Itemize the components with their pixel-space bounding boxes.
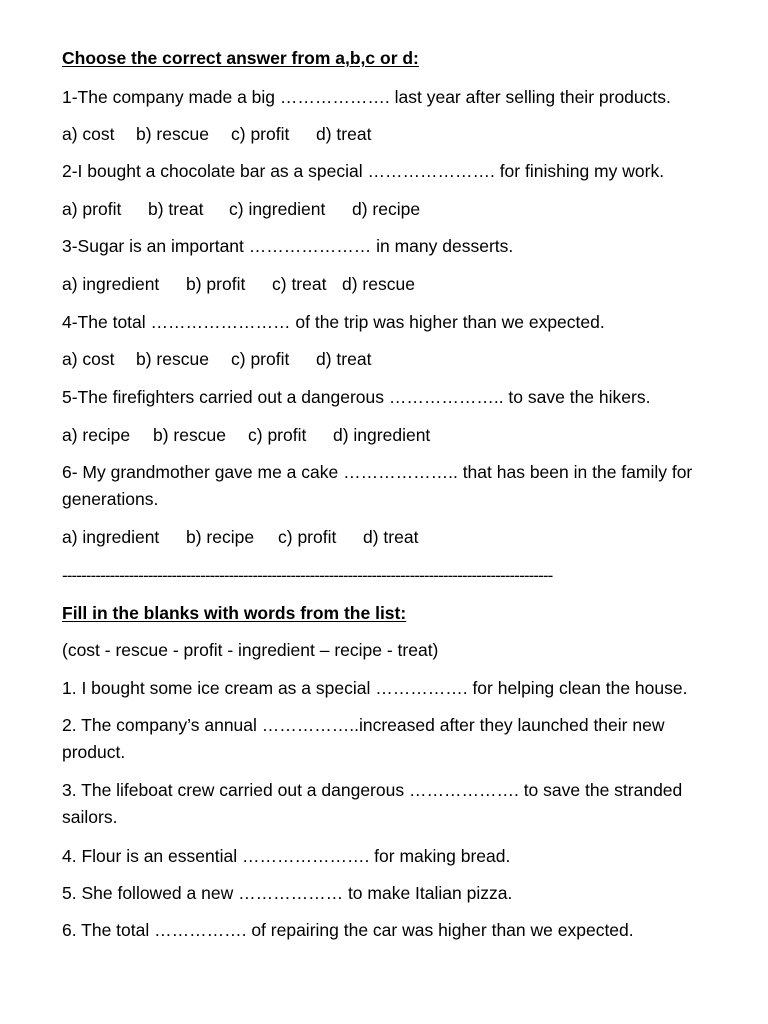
- option-d: d) treat: [316, 349, 372, 369]
- question-1: 1-The company made a big ………………. last year after selling their products.: [62, 87, 671, 107]
- option-c: c) ingredient: [229, 199, 326, 219]
- fill-sentence-4: 4. Flour is an essential …………………. for making bread.: [62, 846, 511, 866]
- option-a: a) recipe: [62, 425, 131, 445]
- option-d: d) treat: [316, 124, 372, 144]
- option-b: b) rescue: [136, 124, 209, 144]
- section2-heading: Fill in the blanks with words from the list:: [62, 603, 407, 623]
- question-6-options: [62, 524, 418, 551]
- option-a: a) ingredient: [62, 274, 160, 294]
- option-b: b) rescue: [153, 425, 226, 445]
- question-3-options: [62, 271, 415, 298]
- option-c: c) treat: [272, 274, 327, 294]
- option-d: d) ingredient: [333, 425, 431, 445]
- section-divider: -------------------------------------------------------------------------------------------------------: [62, 566, 553, 585]
- question-6: 6- My grandmother gave me a cake ……………….. that has been in the family for generations.: [62, 462, 693, 509]
- option-c: c) profit: [278, 527, 337, 547]
- question-5-options: [62, 422, 430, 449]
- question-4-options: [62, 346, 371, 373]
- fill-sentence-3: 3. The lifeboat crew carried out a dangerous ………………. to save the stranded sailors.: [62, 780, 683, 827]
- option-d: d) recipe: [352, 199, 421, 219]
- word-list: (cost - rescue - profit - ingredient – recipe - treat): [62, 640, 439, 660]
- question-1-options: [62, 121, 371, 148]
- question-5: 5-The firefighters carried out a dangerous ……………….. to save the hikers.: [62, 387, 651, 407]
- option-c: c) profit: [231, 349, 290, 369]
- question-3: 3-Sugar is an important ………………… in many desserts.: [62, 236, 514, 256]
- option-a: a) cost: [62, 124, 115, 144]
- option-b: b) recipe: [186, 527, 255, 547]
- option-a: a) profit: [62, 199, 122, 219]
- option-c: c) profit: [231, 124, 290, 144]
- option-d: d) rescue: [342, 274, 415, 294]
- question-2: 2-I bought a chocolate bar as a special …………………. for finishing my work.: [62, 161, 665, 181]
- question-2-options: [62, 196, 420, 223]
- option-a: a) cost: [62, 349, 115, 369]
- section1-heading: Choose the correct answer from a,b,c or d:: [62, 48, 419, 68]
- fill-sentence-2: 2. The company’s annual ……………..increased after they launched their new product.: [62, 715, 665, 762]
- option-c: c) profit: [248, 425, 307, 445]
- question-4: 4-The total …………………… of the trip was higher than we expected.: [62, 312, 605, 332]
- option-b: b) treat: [148, 199, 204, 219]
- option-b: b) profit: [186, 274, 246, 294]
- fill-sentence-6: 6. The total ……………. of repairing the car was higher than we expected.: [62, 920, 634, 940]
- option-a: a) ingredient: [62, 527, 160, 547]
- option-b: b) rescue: [136, 349, 209, 369]
- fill-sentence-1: 1. I bought some ice cream as a special ……………. for helping clean the house.: [62, 678, 688, 698]
- option-d: d) treat: [363, 527, 419, 547]
- fill-sentence-5: 5. She followed a new ……………… to make Italian pizza.: [62, 883, 513, 903]
